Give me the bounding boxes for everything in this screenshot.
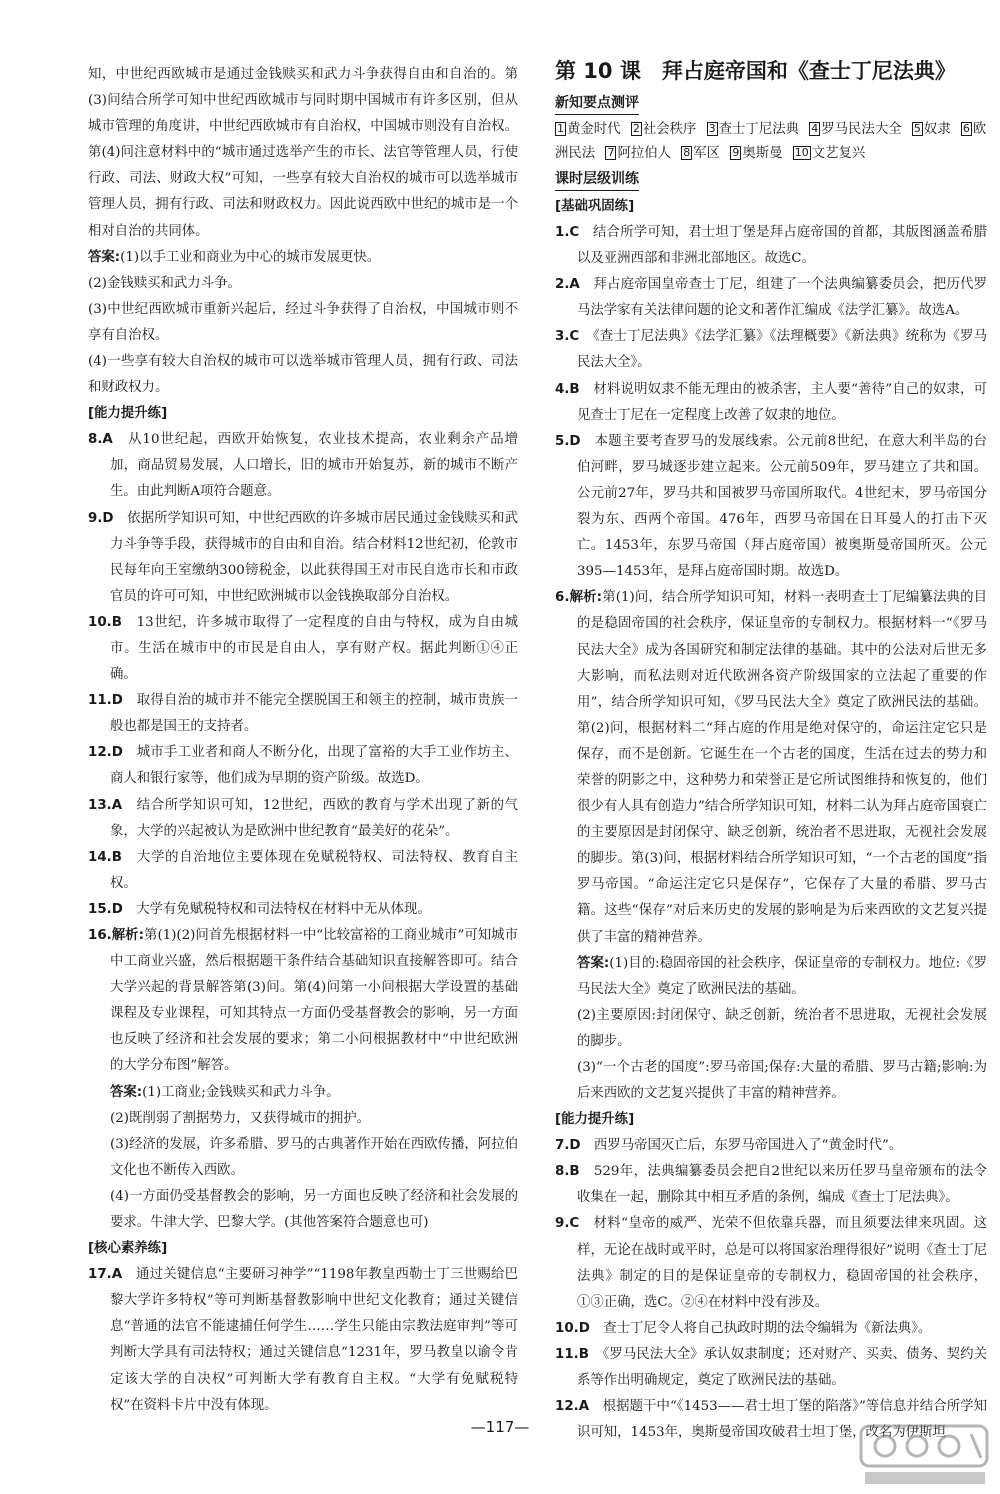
question-text: 本题主要考查罗马的发展线索。公元前8世纪，在意大利半岛的台伯河畔，罗马城逐步建立起来。公元前509年，罗马建立了共和国。公元前27年，罗马共和国被罗马帝国所取代。4世纪末，罗马帝国分裂为东、西两个帝国。476年，西罗马帝国在日耳曼人的打击下灭亡。1453年，东罗马帝国（拜占庭帝国）被奥斯曼帝国所灭。公元395—1453年，是拜占庭帝国时期。故选D。 — [577, 433, 987, 580]
term-number: 2 — [632, 122, 640, 135]
question-number: 11.B — [555, 1346, 589, 1362]
question-text: 拜占庭帝国皇帝查士丁尼，组建了一个法典编纂委员会，把历代罗马法学家有关法律问题的论文和著作汇编成《法学汇纂》。故选A。 — [577, 277, 988, 319]
term-item — [631, 122, 697, 137]
question-item — [555, 429, 987, 586]
question-text: 西罗马帝国灭亡后，东罗马帝国进入了“黄金时代”。 — [593, 1138, 903, 1154]
question-item — [555, 1159, 987, 1211]
section-ability-header: [能力提升练] — [555, 1112, 635, 1128]
answer-line: (1)以手工业和商业为中心的城市发展更快。 — [120, 249, 381, 265]
answer-label: 答案: — [110, 1084, 143, 1100]
lesson-title: 第 10 课 拜占庭帝国和《查士丁尼法典》 — [555, 59, 956, 83]
question-number: 14.B — [88, 849, 122, 865]
term-number: 8 — [683, 146, 691, 159]
answer-line: (1)工商业;金钱赎买和武力斗争。 — [142, 1084, 340, 1100]
intro-paragraph: 知，中世纪西欧城市是通过金钱赎买和武力斗争获得自由和自治的。第(3)问结合所学可知中世纪西欧城市与同时期中国城市有许多区别，但从城市管理的角度讲，中世纪西欧城市有自治权，中国城市则没有自治权。第(4)问注意材料中的“城市通过选举产生的市长、法官等管理人员，行使行政、司法、财政大权”可知，一些享有较大自治权的城市可以选举城市管理人员，拥有行政、司法和财政权力。因此说西欧中世纪的城市是一个相对自治的共同体。 — [88, 67, 518, 239]
question-text: 根据题干中“《1453——君士坦丁堡的陷落》”等信息并结合所学知识可知，1453年，奥斯曼帝国攻破君士坦丁堡，改名为伊斯坦 — [577, 1399, 988, 1441]
answer-line: (1)目的:稳固帝国的社会秩序，保证皇帝的专制权力。地位:《罗马民法大全》奠定了欧洲民法的基础。 — [577, 955, 987, 997]
question-number: 16.解析: — [88, 928, 144, 943]
question-item — [555, 272, 987, 324]
question-number: 6.解析: — [555, 590, 603, 606]
term-number: 10 — [794, 146, 809, 159]
term-item — [555, 122, 621, 137]
question-number: 9.C — [555, 1216, 580, 1232]
term-number: 1 — [557, 122, 564, 135]
term-number: 9 — [732, 146, 740, 159]
question-text: 依据所学知识可知，中世纪西欧的许多城市居民通过金钱赎买和武力斗争等手段，获得城市的自由和自治。结合材料12世纪初，伦敦市民每年向王室缴纳300镑税金，以此获得国王对市民自选市长和市政官员的许可可知，中世纪欧洲城市以金钱换取部分自治权。 — [110, 510, 519, 604]
watermark-logo-icon — [855, 1418, 995, 1490]
question-item — [555, 1316, 987, 1342]
class-training-header: 课时层级训练 — [555, 168, 639, 191]
term-item — [681, 146, 720, 161]
question-text: 从10世纪起，西欧开始恢复，农业技术提高，农业剩余产品增加，商品贸易发展，人口增长，旧的城市开始复苏，新的城市不断产生。由此判断A项符合题意。 — [110, 432, 518, 500]
question-item — [88, 740, 518, 792]
section-core-header: [核心素养练] — [88, 1241, 168, 1257]
question-number: 12.D — [88, 745, 123, 761]
term-item — [793, 146, 866, 161]
question-number: 2.A — [555, 277, 580, 293]
question-text: 第(1)问，结合所学知识可知，材料一表明查士丁尼编纂法典的目的是稳固帝国的社会秩序，保证皇帝的专制权力。根据材料一“《罗马民法大全》成为各国研究和制定法律的基础。其中的公法对后世无多大影响，而私法则对近代欧洲各资产阶级国家的立法起了重要的作用”，结合所学知识可知，《罗马民法大全》奠定了欧洲民法的基础。第(2)问，根据材料二“拜占庭的作用是绝对保守的，命运注定它只是保存，而不是创新。它诞生在一个古老的国度，生活在过去的势力和荣誉的阴影之中，这种势力和荣誉正是它所试图维持和恢复的，他们很少有人具有创造力”结合所学知识可知，材料二认为拜占庭帝国衰亡的主要原因是封闭保守、缺乏创新，统治者不思进取，无视社会发展的脚步。第(3)问，根据材料结合所学知识可知，“一个古老的国度”指罗马帝国。“命运注定它只是保存”，它保存了大量的希腊、罗马古籍。这些“保存”对后来历史的发展的影响是为后来西欧的文艺复兴提供了丰富的精神营养。 — [577, 590, 988, 945]
question-item — [555, 1342, 987, 1394]
answer-block — [88, 1080, 518, 1106]
question-number: 10.B — [88, 614, 122, 630]
answer-label: 答案: — [88, 249, 121, 265]
answer-line: (2)既削弱了割据势力，又获得城市的拥护。 — [110, 1110, 370, 1126]
answer-line: (2)主要原因:封闭保守、缺乏创新，统治者不思进取，无视社会发展的脚步。 — [577, 1007, 987, 1049]
question-number: 10.D — [555, 1320, 590, 1336]
answer-line: (2)金钱赎买和武力斗争。 — [88, 275, 241, 291]
term-text: 文艺复兴 — [811, 146, 866, 161]
question-item — [555, 1211, 987, 1315]
term-item — [809, 122, 901, 137]
term-text: 军区 — [693, 146, 721, 161]
question-item — [88, 1262, 518, 1419]
answer-line: (4)一方面仍受基督教会的影响，另一方面也反映了经济和社会发展的要求。牛津大学、巴黎大学。(其他答案符合题意也可) — [110, 1188, 518, 1231]
answer-line: (4)一些享有较大自治权的城市可以选举城市管理人员，拥有行政、司法和财政权力。 — [88, 354, 518, 396]
term-number: 6 — [962, 122, 970, 135]
answer-line: (3)中世纪西欧城市重新兴起后，经过斗争获得了自治权，中国城市则不享有自治权。 — [88, 301, 518, 343]
question-number: 11.D — [88, 693, 123, 709]
question-number: 15.D — [88, 901, 123, 917]
question-text: 结合所学知识可知，12世纪，西欧的教育与学术出现了新的气象，大学的兴起被认为是欧洲中世纪教育“最美好的花朵”。 — [110, 797, 519, 839]
term-number: 4 — [811, 122, 819, 135]
page-number: —117— — [470, 1418, 530, 1436]
term-text: 社会秩序 — [642, 122, 697, 137]
new-knowledge-header: 新知要点测评 — [555, 92, 639, 115]
question-number: 8.B — [555, 1164, 580, 1180]
question-number: 13.A — [88, 797, 123, 813]
question-item — [555, 377, 987, 429]
question-item — [555, 585, 987, 950]
question-text: 材料“皇帝的威严、光荣不但依靠兵器，而且须要法律来巩固。这样，无论在战时或平时，总是可以将国家治理得很好”说明《查士丁尼法典》制定的目的是保证皇帝的专制权力，稳固帝国的社会秩序，①③正确，选C。②④在材料中没有涉及。 — [577, 1216, 988, 1310]
question-text: 结合所学可知，君士坦丁堡是拜占庭帝国的首都，其版图涵盖希腊以及亚洲西部和非洲北部地区。故选C。 — [577, 225, 988, 267]
question-item — [88, 610, 518, 688]
section-basic-header: [基础巩固练] — [555, 199, 635, 214]
question-text: 13世纪，许多城市取得了一定程度的自由与特权，成为自由城市。生活在城市中的市民是自由人，享有财产权。据此判断①④正确。 — [110, 614, 518, 683]
question-text: 《查士丁尼法典》《法学汇纂》《法理概要》《新法典》统称为《罗马民法大全》。 — [577, 329, 988, 371]
term-text: 奥斯曼 — [742, 146, 783, 161]
answer-block — [555, 951, 987, 1003]
term-text: 查士丁尼法典 — [718, 122, 799, 137]
term-item — [707, 122, 799, 137]
question-text: 通过关键信息“主要研习神学”“1198年教皇西勒士丁三世赐给巴黎大学许多特权”等可判断基督教影响中世纪文化教育；通过关键信息“普通的法官不能逮捕任何学生……学生只能由宗教法庭审判”等可判断大学具有司法特权；通过关键信息“1231年，罗马教皇以谕令肯定该大学的自决权”可判断大学有教育自主权。“大学有免赋税特权”在资料卡片中没有体现。 — [110, 1267, 518, 1413]
section-ability-header: [能力提升练] — [88, 406, 168, 422]
question-item — [555, 1133, 987, 1159]
question-text: 大学的自治地位主要体现在免赋税特权、司法特权、教育自主权。 — [110, 849, 519, 891]
question-number: 1.C — [555, 225, 580, 240]
question-item — [88, 845, 518, 897]
term-item — [912, 122, 951, 137]
term-text: 奴隶 — [923, 122, 951, 137]
question-text: 529年，法典编纂委员会把自2世纪以来历任罗马皇帝颁布的法令收集在一起，删除其中相互矛盾的条例，编成《查士丁尼法典》。 — [577, 1164, 988, 1206]
question-item — [88, 923, 518, 1080]
question-number: 7.D — [555, 1138, 581, 1154]
term-list — [555, 118, 987, 166]
question-text: 第(1)(2)问首先根据材料一中“比较富裕的工商业城市”可知城市中工商业兴盛，然后根据题干条件结合基础知识直接解答即可。结合大学兴起的背景解答第(3)问。第(4)问第一小问根据大学设置的基础课程及专业课程，可知其特点一方面仍受基督教会的影响，另一方面也反映了经济和社会发展的要求；第二小问根据教材中“中世纪欧洲的大学分布图”解答。 — [110, 928, 518, 1074]
question-number: 4.B — [555, 381, 580, 397]
question-item — [555, 220, 987, 272]
term-text: 罗马民法大全 — [821, 122, 902, 137]
question-text: 取得自治的城市并不能完全摆脱国王和领主的控制，城市贵族一般也都是国王的支持者。 — [110, 693, 519, 735]
question-number: 17.A — [88, 1267, 123, 1283]
question-text: 城市手工业者和商人不断分化，出现了富裕的大手工业作坊主、商人和银行家等，他们成为早期的资产阶级。故选D。 — [110, 745, 519, 787]
term-number: 7 — [607, 146, 615, 159]
question-number: 5.D — [555, 433, 581, 449]
question-text: 大学有免赋税特权和司法特权在材料中无从体现。 — [136, 901, 431, 917]
term-text: 阿拉伯人 — [617, 146, 671, 161]
term-item — [605, 146, 671, 161]
question-number: 3.C — [555, 329, 580, 345]
question-item — [88, 427, 518, 505]
term-text: 黄金时代 — [567, 122, 621, 137]
question-number: 12.A — [555, 1399, 590, 1415]
question-item — [555, 324, 987, 376]
question-number: 8.A — [88, 432, 113, 448]
question-item — [88, 506, 518, 610]
question-text: 查士丁尼令人将自己执政时期的法令编辑为《新法典》。 — [603, 1320, 932, 1336]
term-number: 3 — [708, 122, 716, 135]
question-item — [88, 897, 518, 923]
left-column — [88, 62, 518, 1419]
answer-block — [88, 245, 518, 271]
right-column — [555, 59, 988, 1446]
question-item — [88, 688, 518, 740]
term-number: 5 — [913, 122, 921, 135]
question-text: 材料说明奴隶不能无理由的被杀害，主人要“善待”自己的奴隶，可见查士丁尼在一定程度上改善了奴隶的地位。 — [577, 381, 988, 423]
answer-line: (3)“一个古老的国度”:罗马帝国;保存:大量的希腊、罗马古籍;影响:为后来西欧的文艺复兴提供了丰富的精神营养。 — [577, 1060, 987, 1102]
answer-line: (3)经济的发展，许多希腊、罗马的古典著作开始在西欧传播，阿拉伯文化也不断传入西欧。 — [110, 1136, 518, 1178]
question-number: 9.D — [88, 510, 114, 526]
question-text: 《罗马民法大全》承认奴隶制度；还对财产、买卖、债务、契约关系等作出明确规定，奠定了欧洲民法的基础。 — [577, 1346, 987, 1389]
question-item — [88, 793, 518, 845]
answer-label: 答案: — [577, 955, 610, 971]
term-item — [730, 146, 782, 161]
term-text: 欧洲民法 — [555, 122, 987, 161]
